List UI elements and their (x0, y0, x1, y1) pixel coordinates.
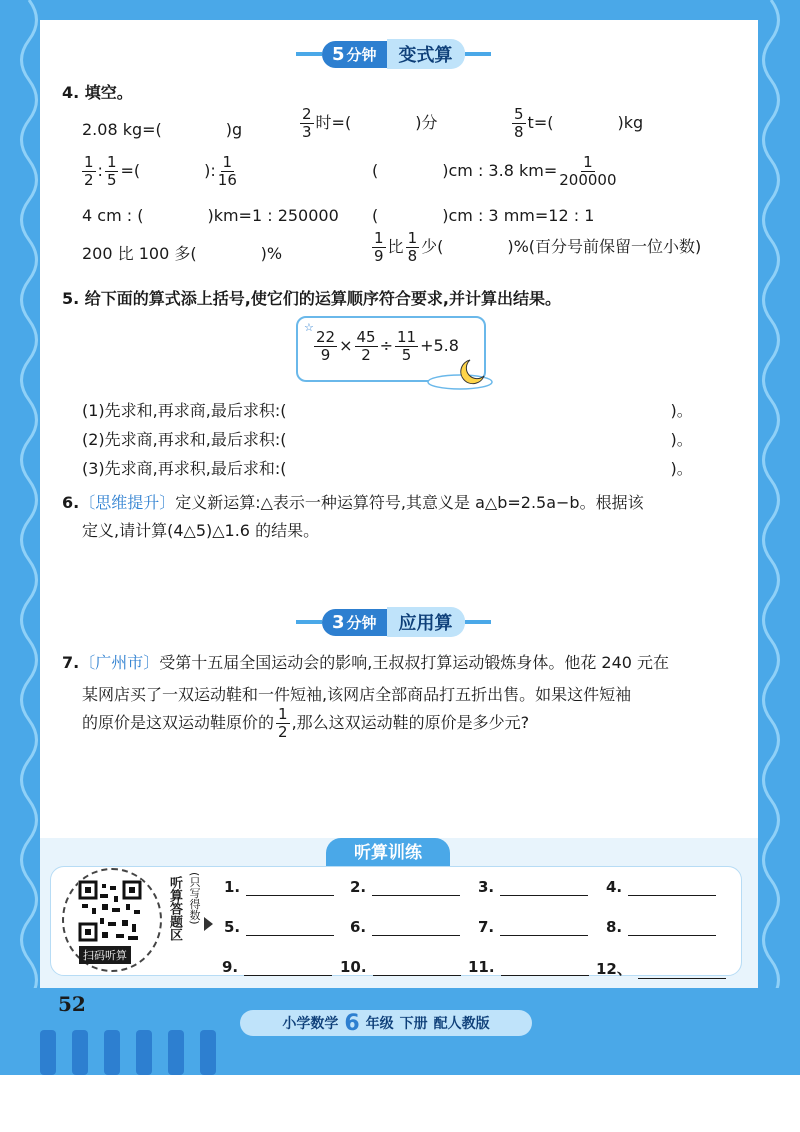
answer-slot[interactable]: 2. (350, 878, 460, 896)
answer-slot[interactable]: 3. (478, 878, 588, 896)
header-line-right (465, 620, 491, 624)
answer-slot[interactable]: 7. (478, 918, 588, 936)
answer-slot[interactable]: 5. (224, 918, 334, 936)
header-minutes: 5 分钟 (322, 41, 387, 68)
question-4-label: 4. 填空。 (62, 83, 133, 102)
answer-slot[interactable]: 9. (222, 958, 332, 976)
question-7-line1: 7.〔广州市〕受第十五届全国运动会的影响,王叔叔打算运动锻炼身体。他花 240 元在 (62, 653, 670, 672)
q5-item-2: (2)先求商,再求和,最后求积:( )。 (82, 430, 693, 449)
question-5-label: 5. 给下面的算式添上括号,使它们的运算顺序符合要求,并计算出结果。 (62, 289, 561, 308)
expression-box (296, 316, 486, 382)
q5-item-3: (3)先求商,再求积,最后求和:( )。 (82, 459, 693, 478)
listen-side-label: 听算答题区 (167, 876, 182, 941)
answer-slot[interactable]: 6. (350, 918, 460, 936)
q4-row1-b: $\frac{2}{3}$ 时=( )分 (302, 105, 438, 141)
answer-slot[interactable]: 10. (340, 958, 461, 976)
qr-code-icon[interactable] (78, 880, 142, 942)
answer-slot[interactable]: 12、 (596, 958, 726, 979)
q4-row2-a: $\frac{1}{2}$ : $\frac{1}{5}$ =( ): $\frac{1}{16}$ (84, 153, 237, 189)
listen-side-note: (只写得数) (188, 872, 201, 925)
q4-row4-b: $\frac{1}{9}$ 比 $\frac{1}{8}$ 少( )%(百分号前保留一位小数) (374, 229, 702, 265)
page-number: 52 (58, 992, 86, 1016)
q4-row2-b: ( )cm : 3.8 km= $\frac{1}{200000}$ (372, 153, 617, 189)
star-icon: ☆ (304, 321, 314, 334)
answer-slot[interactable]: 8. (606, 918, 716, 936)
header-title: 变式算 (387, 39, 465, 69)
question-6-line1: 6.〔思维提升〕定义新运算:△表示一种运算符号,其意义是 a△b=2.5a−b。根据该 (62, 493, 644, 512)
q4-row3-a: 4 cm : ( )km=1 : 250000 (82, 206, 339, 225)
question-7-line3: 的原价是这双运动鞋原价的 $\frac{1}{2}$ ,那么这双运动鞋的原价是多少元? (82, 705, 530, 741)
answer-slot[interactable]: 11. (468, 958, 589, 976)
wave-border-right (756, 0, 786, 1075)
header-title: 应用算 (387, 607, 465, 637)
qr-label: 扫码听算 (79, 946, 131, 964)
expression: $\frac{22}{9}$ × $\frac{45}{2}$ ÷ $\frac{11}{5}$ +5.8 (316, 328, 459, 364)
listen-title: 听算训练 (326, 838, 450, 868)
binder-tab (40, 1030, 56, 1075)
q4-row1-a: 2.08 kg=( )g (82, 120, 243, 139)
header-minutes: 3 分钟 (322, 609, 387, 636)
section-header-application (296, 608, 491, 636)
binder-tab (104, 1030, 120, 1075)
q4-row3-b: ( )cm : 3 mm=12 : 1 (372, 206, 595, 225)
binder-tab (72, 1030, 88, 1075)
q4-row1-c: $\frac{5}{8}$ t=( )kg (514, 105, 644, 141)
q5-item-1: (1)先求和,再求商,最后求积:( )。 (82, 401, 693, 420)
binder-tab (200, 1030, 216, 1075)
footer-book-info: 小学数学 6 年级 下册 配人教版 (240, 1010, 532, 1036)
question-7-line2: 某网店买了一双运动鞋和一件短袖,该网店全部商品打五折出售。如果这件短袖 (82, 685, 632, 704)
header-line-right (465, 52, 491, 56)
answer-slot[interactable]: 1. (224, 878, 334, 896)
header-line-left (296, 52, 322, 56)
q4-row4-a: 200 比 100 多( )% (82, 244, 283, 263)
header-line-left (296, 620, 322, 624)
arrow-right-icon (204, 917, 213, 931)
binder-tab (168, 1030, 184, 1075)
section-header-variant (296, 40, 491, 68)
question-6-line2: 定义,请计算(4△5)△1.6 的结果。 (82, 521, 320, 540)
binder-tab (136, 1030, 152, 1075)
moon-cloud-icon (426, 356, 498, 390)
answer-slot[interactable]: 4. (606, 878, 716, 896)
